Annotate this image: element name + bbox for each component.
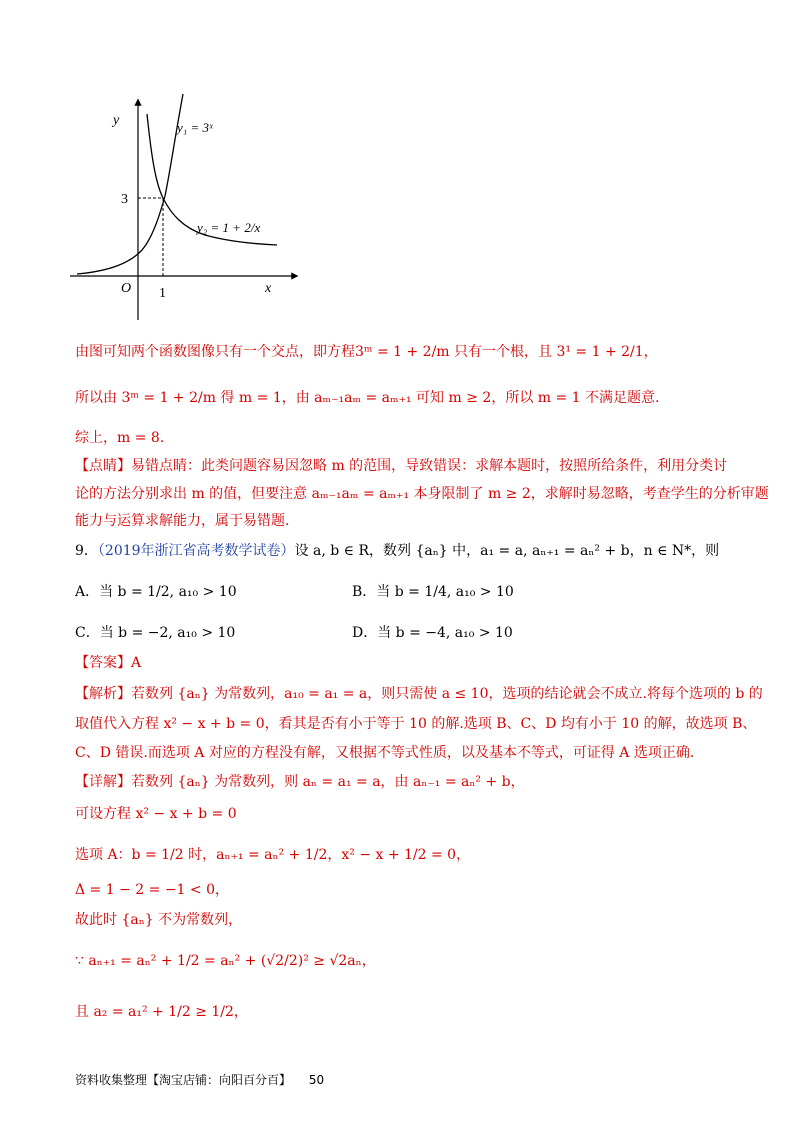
option-a: A．当 b = 1/2, a₁₀ > 10 <box>75 584 237 600</box>
function-graph <box>65 92 305 322</box>
origin-label: O <box>121 281 132 296</box>
tick-x-label: 1 <box>159 286 166 301</box>
curve-exponential <box>77 94 183 274</box>
option-c: C．当 b = −2, a₁₀ > 10 <box>75 625 236 641</box>
detail-line-2: 可设方程 x² − x + b = 0 <box>75 806 237 822</box>
tick-y-label: 3 <box>121 192 128 207</box>
text-line-1: 由图可知两个函数图像只有一个交点，即方程3ᵐ = 1 + 2/m 只有一个根，且 3¹ = 1 + 2/1， <box>75 344 658 360</box>
y-axis-label: y <box>113 113 120 128</box>
question-number: 9． <box>75 543 98 559</box>
question-9 <box>75 541 719 561</box>
curve2-label: y₂ = 1 + 2/x <box>197 220 261 235</box>
text-line-3: 综上，m = 8. <box>75 430 165 446</box>
detail-line-1: 【详解】若数列 {aₙ} 为常数列，则 aₙ = a₁ = a，由 aₙ₋₁ = aₙ² + b， <box>75 774 525 790</box>
option-d: D．当 b = −4, a₁₀ > 10 <box>352 625 513 641</box>
x-axis-label: x <box>265 281 272 296</box>
question-source: （2019年浙江省高考数学试卷） <box>97 543 295 559</box>
detail-line-4: Δ = 1 − 2 = −1 < 0， <box>75 882 229 898</box>
question-text: 设 a, b ∈ R，数列 {aₙ} 中，a₁ = a, aₙ₊₁ = aₙ² + b，n ∈ N*，则 <box>294 543 720 559</box>
text-line-6: 能力与运算求解能力，属于易错题. <box>75 513 290 529</box>
analysis-line-3: C、D 错误.而选项 A 对应的方程没有解，又根据不等式性质，以及基本不等式，可证得 A 选项正确. <box>75 745 695 761</box>
detail-line-5: 故此时 {aₙ} 不为常数列， <box>75 912 243 928</box>
detail-line-6: ∵ aₙ₊₁ = aₙ² + 1/2 = aₙ² + (√2/2)² ≥ √2aₙ， <box>75 953 376 969</box>
analysis-line-1: 【解析】若数列 {aₙ} 为常数列，a₁₀ = a₁ = a，则只需使 a ≤ 10，选项的结论就会不成立.将每个选项的 b 的 <box>75 686 763 702</box>
detail-line-7: 且 a₂ = a₁² + 1/2 ≥ 1/2， <box>75 1004 248 1020</box>
analysis-line-2: 取值代入方程 x² − x + b = 0，看其是否有小于等于 10 的解.选项 B、C、D 均有小于 10 的解，故选项 B、 <box>75 716 757 732</box>
text-line-2: 所以由 3ᵐ = 1 + 2/m 得 m = 1，由 aₘ₋₁aₘ = aₘ₊₁ 可知 m ≥ 2，所以 m = 1 不满足题意. <box>75 390 660 406</box>
page-footer <box>75 1071 324 1088</box>
page-number: 50 <box>308 1073 325 1087</box>
answer: 【答案】A <box>75 655 142 671</box>
option-b: B．当 b = 1/4, a₁₀ > 10 <box>352 584 514 600</box>
text-line-5: 论的方法分别求出 m 的值，但要注意 aₘ₋₁aₘ = aₘ₊₁ 本身限制了 m ≥ 2，求解时易忽略，考查学生的分析审题 <box>75 486 769 502</box>
footer-text: 资料收集整理【淘宝店铺：向阳百分百】 <box>75 1073 292 1087</box>
curve1-label: y₁ = 3ˣ <box>177 120 213 135</box>
text-line-4: 【点睛】易错点睛：此类问题容易因忽略 m 的范围，导致错误：求解本题时，按照所给条件，利用分类讨 <box>75 458 728 474</box>
detail-line-3: 选项 A：b = 1/2 时，aₙ₊₁ = aₙ² + 1/2，x² − x + 1/2 = 0， <box>75 847 471 863</box>
